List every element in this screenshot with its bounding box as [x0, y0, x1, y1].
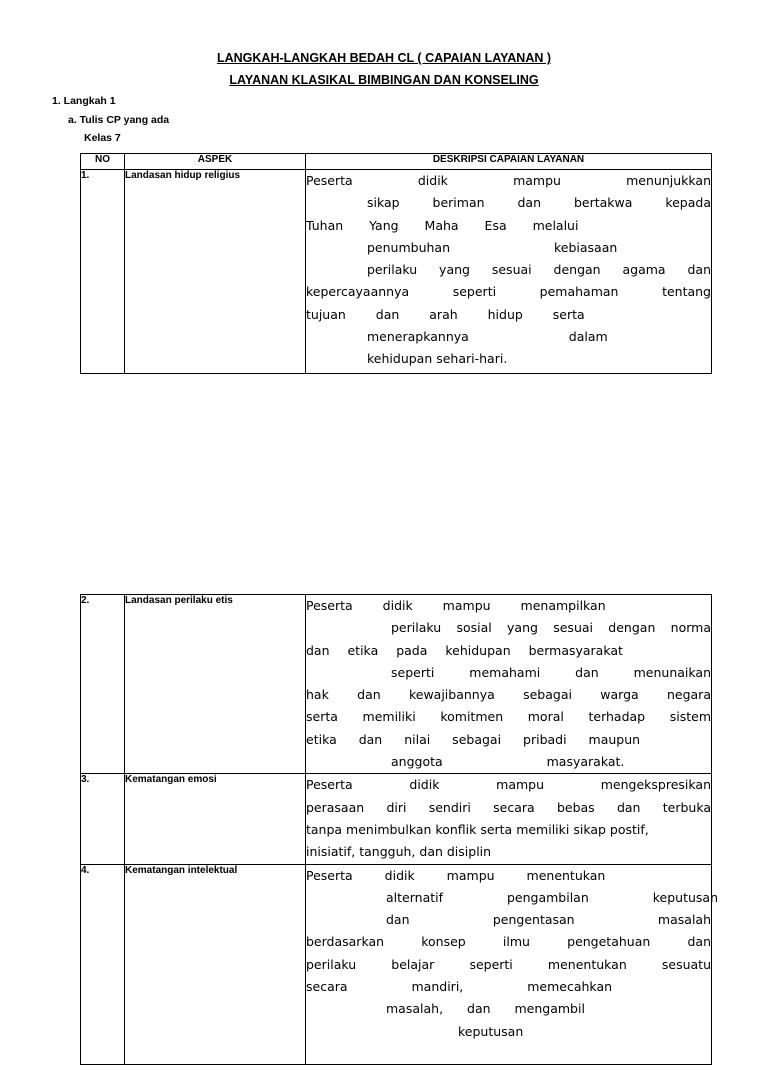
description-line: perilaku belajar seperti menentukan sesuatu: [306, 956, 711, 972]
row-number: 3.: [81, 774, 125, 864]
row-description: [306, 595, 712, 774]
table-row: [81, 170, 712, 374]
cp-table-part1: [80, 153, 712, 374]
description-line: kehidupan sehari-hari.: [367, 351, 508, 367]
row-number: 4.: [81, 864, 125, 1064]
description-line: Peserta didik mampu menentukan: [306, 867, 606, 883]
description-line: tanpa menimbulkan konflik serta memiliki sikap postif,: [306, 821, 649, 837]
description-line: dan pengentasan masalah: [386, 912, 711, 928]
header-no: NO: [81, 154, 125, 170]
table-header-row: [81, 154, 712, 170]
row-description: [306, 774, 712, 864]
description-line: inisiatif, tangguh, dan disiplin: [306, 844, 492, 860]
description-line: keputusan: [458, 1023, 524, 1039]
substep-heading: a. Tulis CP yang ada: [68, 114, 170, 126]
description-line: masalah, dan mengambil: [386, 1001, 585, 1017]
description-line: etika dan nilai sebagai pribadi maupun: [306, 731, 641, 747]
row-number: 1.: [81, 170, 125, 374]
description-line: Peserta didik mampu menampilkan: [306, 598, 606, 613]
description-line: alternatif pengambilan keputusan: [386, 889, 718, 905]
header-aspek: ASPEK: [125, 154, 306, 170]
description-line: hak dan kewajibannya sebagai warga negara: [306, 687, 711, 703]
description-line: menerapkannya dalam: [367, 329, 608, 345]
row-aspect: Landasan perilaku etis: [125, 595, 306, 774]
step-heading: 1. Langkah 1: [52, 95, 116, 107]
row-aspect: Landasan hidup religius: [125, 170, 306, 374]
table-row: [81, 774, 712, 864]
description-line: serta memiliki komitmen moral terhadap sistem: [306, 709, 711, 725]
header-description: DESKRIPSI CAPAIAN LAYANAN: [306, 154, 712, 170]
document-subtitle: LAYANAN KLASIKAL BIMBINGAN DAN KONSELING: [229, 73, 539, 87]
row-number: 2.: [81, 595, 125, 774]
description-line: kepercayaannya seperti pemahaman tentang: [306, 284, 711, 300]
description-line: perilaku sosial yang sesuai dengan norma: [391, 620, 711, 636]
row-aspect: Kematangan intelektual: [125, 864, 306, 1064]
description-line: Tuhan Yang Maha Esa melalui: [306, 217, 579, 233]
description-line: tujuan dan arah hidup serta: [306, 306, 585, 322]
document-title: LANGKAH-LANGKAH BEDAH CL ( CAPAIAN LAYANAN ): [216, 51, 552, 65]
description-line: penumbuhan kebiasaan: [367, 239, 618, 255]
description-line: Peserta didik mampu mengekspresikan: [306, 777, 711, 793]
table-row: [81, 864, 712, 1064]
description-line: sikap beriman dan bertakwa kepada: [367, 195, 711, 211]
description-line: perilaku yang sesuai dengan agama dan: [367, 262, 711, 278]
description-line: dan etika pada kehidupan bermasyarakat: [306, 642, 623, 658]
row-description: [306, 170, 712, 374]
grade-label: Kelas 7: [84, 132, 121, 144]
row-description: [306, 864, 718, 1064]
description-line: seperti memahami dan menunaikan: [391, 664, 711, 680]
description-line: berdasarkan konsep ilmu pengetahuan dan: [306, 934, 711, 950]
table-row: [81, 595, 712, 774]
description-line: Peserta didik mampu menunjukkan: [306, 173, 711, 188]
cp-table-part2: [80, 594, 718, 1065]
row-aspect: Kematangan emosi: [125, 774, 306, 864]
description-line: secara mandiri, memecahkan: [306, 979, 613, 995]
description-line: perasaan diri sendiri secara bebas dan terbuka: [306, 799, 711, 815]
description-line: anggota masyarakat.: [391, 754, 625, 770]
